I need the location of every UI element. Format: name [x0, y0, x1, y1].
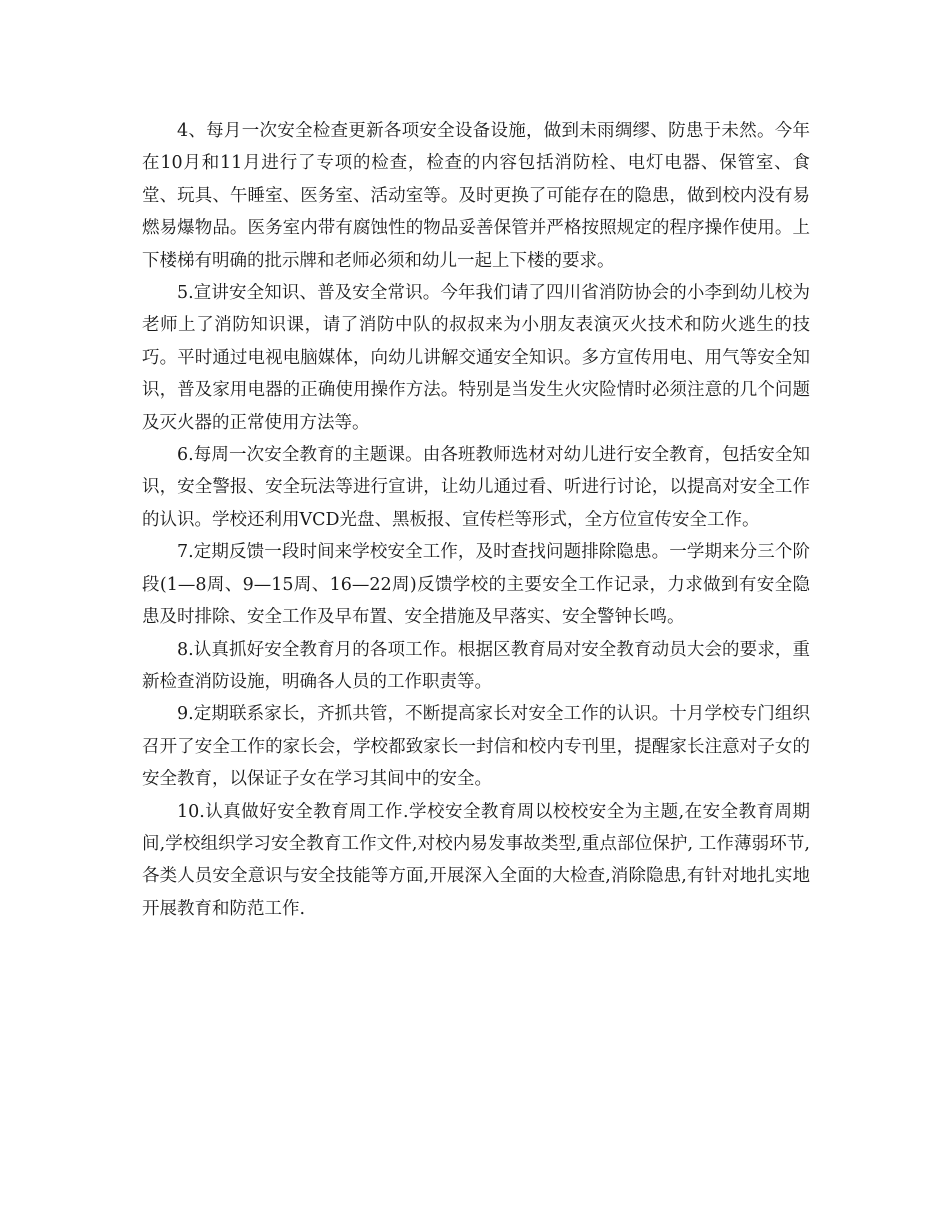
paragraph-9: 9.定期联系家长，齐抓共管，不断提高家长对安全工作的认识。十月学校专门组织召开了安全工作的家长会，学校都致家长一封信和校内专刊里，提醒家长注意对子女的安全教育，以保证子女在学习其间中的安全。 [142, 704, 810, 790]
paragraph-4: 4、每月一次安全检查更新各项安全设备设施，做到未雨绸缪、防患于未然。今年在10月和11月进行了专项的检查，检查的内容包括消防栓、电灯电器、保管室、食堂、玩具、午睡室、医务室、活动室等。及时更换了可能存在的隐患，做到校内没有易燃易爆物品。医务室内带有腐蚀性的物品妥善保管并严格按照规定的程序操作使用。上下楼梯有明确的批示牌和老师必须和幼儿一起上下楼的要求。 [142, 121, 810, 271]
document-body [142, 115, 810, 925]
paragraph-5: 5.宣讲安全知识、普及安全常识。今年我们请了四川省消防协会的小李到幼儿校为老师上了消防知识课，请了消防中队的叔叔来为小朋友表演灭火技术和防火逃生的技巧。平时通过电视电脑媒体，向幼儿讲解交通安全知识。多方宣传用电、用气等安全知识，普及家用电器的正确使用操作方法。特别是当发生火灾险情时必须注意的几个问题及灭火器的正常使用方法等。 [142, 283, 810, 433]
paragraph-7: 7.定期反馈一段时间来学校安全工作，及时查找问题排除隐患。一学期来分三个阶段(1—8周、9—15周、16—22周)反馈学校的主要安全工作记录，力求做到有安全隐患及时排除、安全工作及早布置、安全措施及早落实、安全警钟长鸣。 [142, 542, 810, 628]
paragraph-10: 10.认真做好安全教育周工作.学校安全教育周以校校安全为主题,在安全教育周期间,学校组织学习安全教育工作文件,对校内易发事故类型,重点部位保护, 工作薄弱环节,各类人员安全意识与安全技能等方面,开展深入全面的大检查,消除隐患,有针对地扎实地开展教育和防范工作. [142, 801, 810, 919]
paragraph-8: 8.认真抓好安全教育月的各项工作。根据区教育局对安全教育动员大会的要求，重新检查消防设施，明确各人员的工作职责等。 [142, 639, 810, 692]
paragraph-6: 6.每周一次安全教育的主题课。由各班教师选材对幼儿进行安全教育，包括安全知识，安全警报、安全玩法等进行宣讲，让幼儿通过看、听进行讨论，以提高对安全工作的认识。学校还利用VCD光盘、黑板报、宣传栏等形式，全方位宣传安全工作。 [142, 445, 810, 530]
